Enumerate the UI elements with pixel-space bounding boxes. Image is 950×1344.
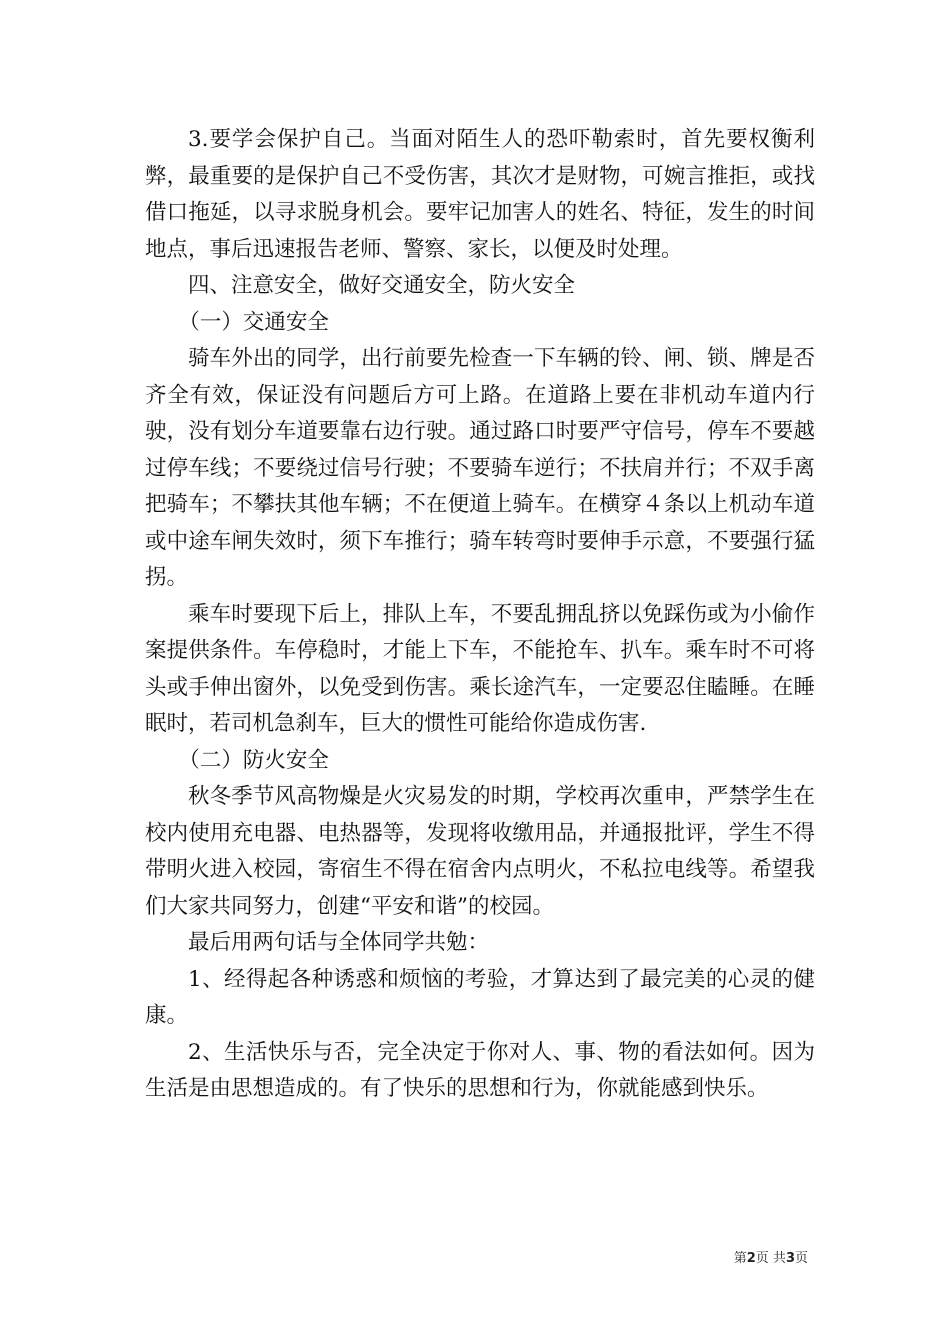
paragraph-fire-rules: 秋冬季节风高物燥是火灾易发的时期，学校再次重申，严禁学生在校内使用充电器、电热器等，发现将收缴用品，并通报批评，学生不得带明火进入校园，寄宿生不得在宿舍内点明火，不私拉电线等。希望我们大家共同努力，创建“平安和谐”的校园。 [145, 784, 815, 919]
subheading-traffic-safety: （一）交通安全 [178, 309, 329, 335]
paragraph-riding-bus: 乘车时要现下后上，排队上车，不要乱拥乱挤以免踩伤或为小偷作案提供条件。车停稳时，才能上下车，不能抢车、扒车。乘车时不可将头或手伸出窗外，以免受到伤害。乘长途汽车，一定要忍住瞌睡。在睡眠时，若司机急刹车，巨大的惯性可能给你造成伤害. [145, 601, 815, 736]
footer-prefix: 第 [733, 1251, 747, 1266]
current-page-number: 2 [746, 1251, 756, 1266]
paragraph-self-protection: 3.要学会保护自己。当面对陌生人的恐吓勒索时，首先要权衡利弊，最重要的是保护自己不受伤害，其次才是财物，可婉言推拒，或找借口拖延，以寻求脱身机会。要牢记加害人的姓名、特征，发生的时间地点，事后迅速报告老师、警察、家长，以便及时处理。 [145, 127, 815, 262]
paragraph-motto-1: 1、经得起各种诱惑和烦恼的考验，才算达到了最完美的心灵的健康。 [145, 966, 815, 1028]
body-text [145, 122, 815, 1108]
section-heading-safety: 四、注意安全，做好交通安全，防火安全 [188, 273, 576, 298]
page-number-footer [734, 1247, 808, 1266]
total-page-number: 3 [785, 1251, 795, 1266]
paragraph-cycling: 骑车外出的同学，出行前要先检查一下车辆的铃、闸、锁、牌是否齐全有效，保证没有问题后方可上路。在道路上要在非机动车道内行驶，没有划分车道要靠右边行驶。通过路口时要严守信号，停车不要越过停车线；不要绕过信号行驶；不要骑车逆行；不扶肩并行；不双手离把骑车；不攀扶其他车辆；不在便道上骑车。在横穿４条以上机动车道或中途车闸失效时，须下车推行；骑车转弯时要伸手示意，不要强行猛拐。 [145, 346, 815, 590]
footer-middle: 页 共 [755, 1251, 786, 1266]
footer-suffix: 页 [794, 1251, 808, 1266]
paragraph-closing-intro: 最后用两句话与全体同学共勉： [188, 930, 490, 955]
subheading-fire-safety: （二）防火安全 [178, 747, 329, 773]
paragraph-motto-2: 2、生活快乐与否，完全决定于你对人、事、物的看法如何。因为生活是由思想造成的。有了快乐的思想和行为，你就能感到快乐。 [145, 1039, 815, 1101]
